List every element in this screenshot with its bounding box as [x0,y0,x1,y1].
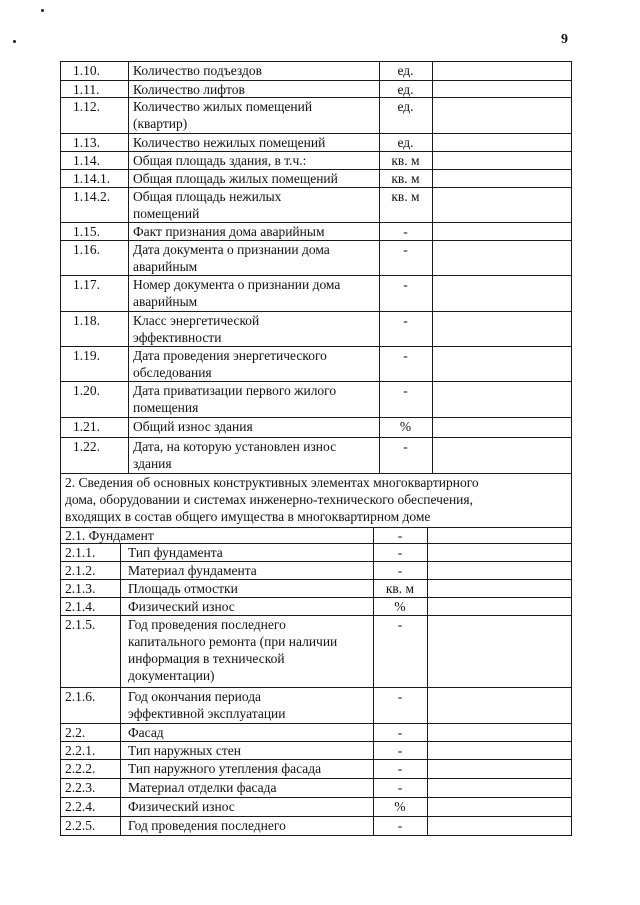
row-label: аварийным [133,259,198,274]
row-unit: - [397,545,403,560]
row-number: 1.13. [73,135,100,150]
row-unit: - [397,818,403,833]
table-rule [379,61,380,474]
row-number: 1.14.1. [73,171,111,186]
row-label: Физический износ [128,599,235,614]
row-label: информация в технической [128,651,285,666]
row-number: 2.1.6. [65,689,96,704]
table-rule [571,543,572,836]
table-rule [60,527,61,544]
row-number: 2.1.2. [65,563,96,578]
table-rule [427,543,428,836]
row-unit: - [403,439,408,454]
row-unit: - [403,277,408,292]
row-label: Тип наружных стен [128,743,241,758]
row-unit: ед. [397,99,414,114]
row-label: Тип фундамента [128,545,223,560]
row-label: эффективной эксплуатации [128,706,286,721]
row-unit: - [397,617,403,632]
row-number: 1.15. [73,224,100,239]
row-label: Общая площадь жилых помещений [133,171,338,186]
row-label: Год проведения последнего [128,818,286,833]
row-unit: кв. м [391,189,420,204]
row-label: Дата проведения энергетического [133,348,327,363]
row-label: Номер документа о признании дома [133,277,341,292]
row-unit: % [399,419,412,434]
row-unit: - [397,563,403,578]
row-unit: - [397,743,403,758]
table-rule [60,835,572,836]
row-unit: - [403,383,408,398]
row-label: здания [133,456,172,471]
row-number: 2.2.3. [65,780,96,795]
row-unit: - [397,780,403,795]
table-rule [373,527,374,544]
table-rule [60,543,61,836]
row-label: капитального ремонта (при наличии [128,634,338,649]
row-number: 1.14.2. [73,189,111,204]
row-label: Площадь отмостки [128,581,238,596]
row-label: Общая площадь здания, в т.ч.: [133,153,307,168]
row-label: Материал отделки фасада [128,780,277,795]
row-label: Общая площадь нежилых [133,189,282,204]
row-label: обследования [133,365,212,380]
section-heading: входящих в состав общего имущества в многоквартирном доме [65,509,431,524]
row-label: Дата, на которую установлен износ [133,439,337,454]
row-label: Физический износ [128,799,235,814]
row-unit: % [394,799,406,814]
table-rule [60,473,61,528]
row-number: 1.21. [73,419,100,434]
row-unit: - [397,689,403,704]
section-heading: 2. Сведения об основных конструктивных элементах многоквартирного [65,475,479,490]
row-number: 1.11. [73,82,100,97]
row-number: 2.2.1. [65,743,96,758]
row-label: Количество жилых помещений [133,99,313,114]
row-label: Факт признания дома аварийным [133,224,325,239]
table-rule [571,527,572,544]
row-number: 1.20. [73,383,100,398]
row-unit: - [403,242,408,257]
row-label: Количество нежилых помещений [133,135,326,150]
row-label: Класс энергетической [133,313,260,328]
row-unit: % [394,599,406,614]
row-number: 2.1.4. [65,599,96,614]
row-number: 1.10. [73,63,100,78]
row-label: Общий износ здания [133,419,253,434]
row-label: Год проведения последнего [128,617,286,632]
row-unit: кв. м [385,581,415,596]
row-unit: - [397,725,403,740]
section-heading: дома, оборудовании и системах инженерно-технического обеспечения, [65,492,473,507]
table-rule [120,543,121,836]
row-unit: ед. [397,135,414,150]
row-unit: - [397,761,403,776]
row-label: 2.1. Фундамент [65,528,154,543]
table-rule [432,61,433,474]
table-rule [60,61,61,474]
row-label: документации) [128,668,215,683]
row-label: эффективности [133,330,222,345]
row-label: Материал фундамента [128,563,257,578]
row-number: 1.22. [73,439,100,454]
row-number: 2.2. [65,725,86,740]
row-number: 1.12. [73,99,100,114]
row-label: Дата приватизации первого жилого [133,383,337,398]
row-label: Дата документа о признании дома [133,242,330,257]
row-unit: - [403,313,408,328]
row-number: 2.2.4. [65,799,96,814]
table-rule [571,61,572,474]
table-rule [427,527,428,544]
row-label: (квартир) [133,116,188,131]
row-label: помещений [133,206,200,221]
row-unit: ед. [397,63,414,78]
row-number: 1.14. [73,153,100,168]
row-unit: кв. м [391,171,420,186]
row-label: Год окончания периода [128,689,262,704]
row-label: Фасад [128,725,164,740]
row-label: Тип наружного утепления фасада [128,761,322,776]
row-label: аварийным [133,294,198,309]
row-unit: - [403,224,408,239]
row-unit: кв. м [391,153,420,168]
row-label: помещения [133,400,199,415]
row-unit: - [397,528,403,543]
row-number: 1.16. [73,242,100,257]
row-unit: - [403,348,408,363]
page-number: 9 [561,32,568,47]
row-number: 1.18. [73,313,100,328]
row-label: Количество подъездов [133,63,262,78]
row-number: 2.2.2. [65,761,96,776]
row-number: 2.1.5. [65,617,96,632]
row-number: 2.1.1. [65,545,96,560]
row-unit: ед. [397,82,414,97]
row-number: 2.1.3. [65,581,96,596]
row-label: Количество лифтов [133,82,245,97]
table-rule [571,473,572,528]
row-number: 1.17. [73,277,100,292]
table-rule [128,61,129,474]
row-number: 2.2.5. [65,818,96,833]
row-number: 1.19. [73,348,100,363]
